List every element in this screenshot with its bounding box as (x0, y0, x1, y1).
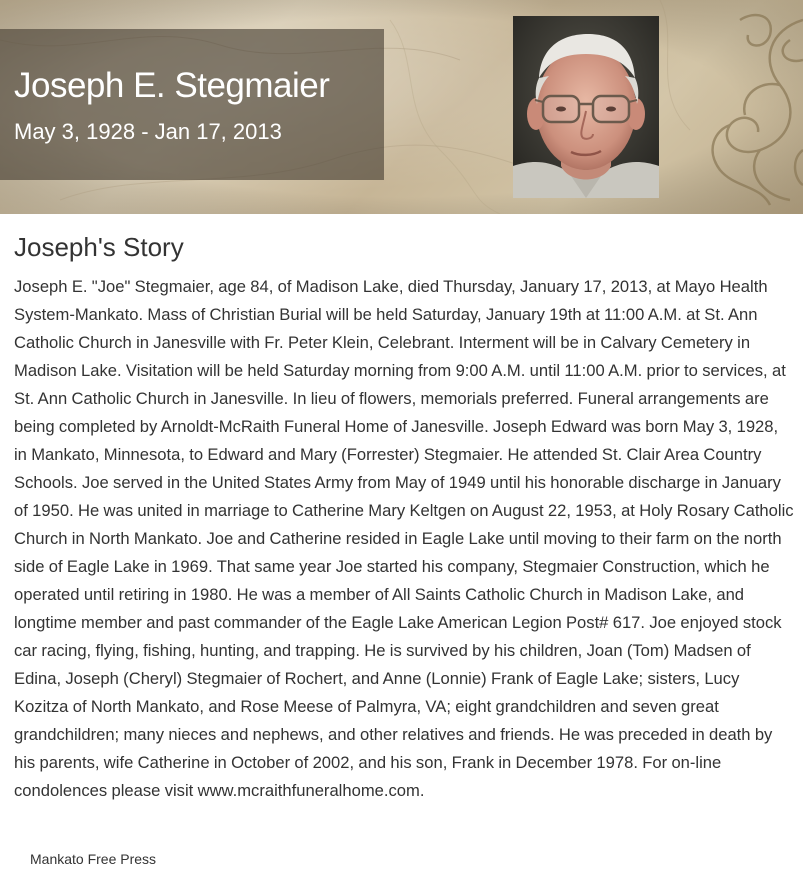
story-body: Joseph E. "Joe" Stegmaier, age 84, of Madison Lake, died Thursday, January 17, 2013, at Mayo Health System-Mankato. Mass of Christian Burial will be held Saturday, January 19th at 11:00 A.M. at St. Ann Catholic Church in Janesville with Fr. Peter Klein, Celebrant. Interment will be in Calvary Cemetery in Madison Lake. Visitation will be held Saturday morning from 9:00 A.M. until 11:00 A.M. prior to services, at St. Ann Catholic Church in Janesville. In lieu of flowers, memorials preferred. Funeral arrangements are being completed by Arnoldt-McRaith Funeral Home of Janesville. Joseph Edward was born May 3, 1928, in Mankato, Minnesota, to Edward and Mary (Forrester) Stegmaier. He attended St. Clair Area Country Schools. Joe served in the United States Army from May of 1949 until his honorable discharge in January of 1950. He was united in marriage to Catherine Mary Keltgen on August 22, 1953, at Holy Rosary Catholic Church in North Mankato. Joe and Catherine resided in Eagle Lake until moving to their farm on the north side of Eagle Lake in 1969. That same year Joe started his company, Stegmaier Construction, which he operated until retiring in 1980. He was a member of All Saints Catholic Church in Madison Lake, and longtime member and past commander of the Eagle Lake American Legion Post# 617. Joe enjoyed stock car racing, flying, fishing, hunting, and trapping. He is survived by his children, Joan (Tom) Madsen of Edina, Joseph (Cheryl) Stegmaier of Rochert, and Anne (Lonnie) Frank of Eagle Lake; sisters, Lucy Kozitza of North Mankato, and Rose Meese of Palmyra, VA; eight grandchildren and seven great grandchildren; many nieces and nephews, and other relatives and friends. He was preceded in death by his parents, wife Catherine in October of 2002, and his son, Frank in December 1978. For on-line condolences please visit www.mcraithfuneralhome.com. (14, 277, 794, 800)
life-dates: May 3, 1928 - Jan 17, 2013 (14, 119, 282, 144)
portrait-icon (513, 16, 659, 198)
deceased-name: Joseph E. Stegmaier (14, 66, 330, 105)
header-banner (0, 0, 803, 214)
source-credit: Mankato Free Press (30, 851, 157, 867)
portrait-photo (513, 16, 659, 198)
story-title: Joseph's Story (14, 232, 184, 262)
